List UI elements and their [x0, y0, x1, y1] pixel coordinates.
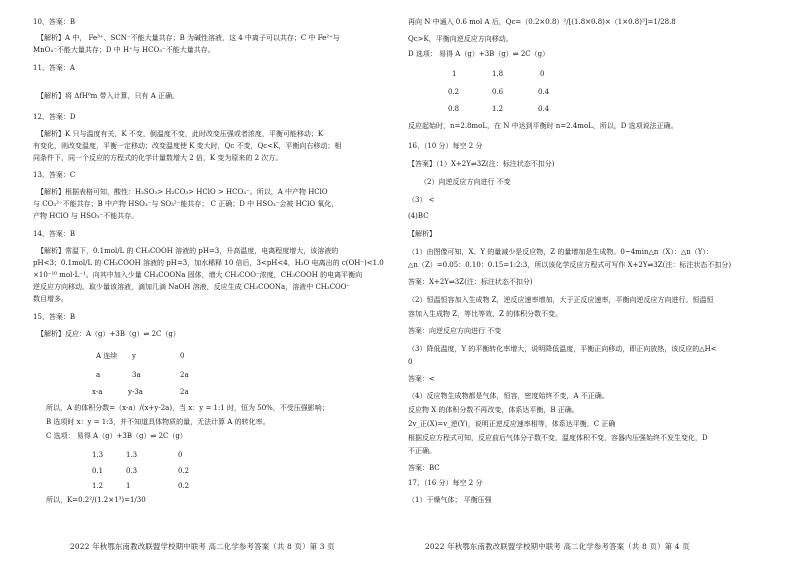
q15-table-b-cell: 0.2 — [178, 482, 190, 490]
q14-explanation-line-4: 逆反应方向移动。取少量该溶液，滴加几滴 NaOH 溶液，反应生成 CH₃COONa，溶液中 CH₃COO⁻ — [33, 283, 351, 291]
q16-explanation-heading: 【解析】 — [408, 230, 436, 238]
q15-table-a-cell: x-a — [92, 388, 103, 396]
q16-explanation-line: （1）由图像可知，X、Y 的量减少是反应物，Z 的量增加是生成物。0~4min△n（X）：△n（Y）： — [408, 248, 713, 256]
q15-line-4: 所以，K=0.2²/(1.2×1³)=1/30 — [46, 496, 146, 504]
q16-explanation-line: 2v_正(X)=v_逆(Y)，说明正逆反应速率相等，体系达平衡，C 正确 — [408, 420, 616, 428]
d-table-cell: 0.6 — [492, 88, 504, 96]
d-table-cell: 1 — [452, 70, 457, 78]
d-table-cell: 0 — [540, 70, 545, 78]
q13-explanation-line-2: 与 CO₃²⁻不能共存；B 中产物 HSO₃⁻与 SO₃²⁻能共存； C 正确；D 中 HSO₃⁻会被 HClO 氧化， — [33, 200, 339, 208]
q15-table-b-cell: 0.3 — [126, 467, 138, 475]
d-option-line-1: 再向 N 中通入 0.6 mol A 后，Qc=（0.2×0.8）²/[(1.8×0.8)×（1×0.8)³]=1/28.8 — [408, 18, 676, 26]
d-table-cell: 1.2 — [492, 105, 504, 113]
q12-explanation-line-2: 有变化，则改变温度，平衡一定移动；改变温度使 K 变大时，Qc 不变，Qc<K，平衡向右移动；相 — [33, 142, 342, 150]
q17-title: 17、（16 分）每空 2 分 — [408, 479, 483, 487]
q15-table-b-cell: 1.2 — [92, 482, 104, 490]
q16-explanation-line: 不正确。 — [408, 447, 436, 455]
q14-explanation-line-2: pH<3；0.1mol/L 的 CH₃COOH 溶液的 pH=3，加水稀释 10 倍后，3<pH<4，H₂O 电离出的 c(OH⁻)<1.0 — [33, 259, 384, 267]
q15-table-a-cell: 2a — [180, 388, 189, 396]
q15-line-1: 所以，A 的体积分数=（x-a）/(x+y-2a)，当 x：y = 1:1 时，恒为 50%，不受压强影响； — [46, 404, 329, 412]
q10-explanation-line-2: MnO₄⁻不能大量共存；D 中 H⁺与 HCO₃⁻不能大量共存。 — [33, 46, 215, 54]
q16-explanation-line: △n（Z）=0.05：0.10：0.15=1:2:3，所以该化学反应方程式可写作 X+2Y⇌3Z(注：标注状态不扣分) — [408, 261, 732, 269]
d-table-cell: 0.8 — [448, 105, 460, 113]
d-option-line-3: D 选项： 易得 A（g）+3B（g）⇌ 2C（g） — [408, 50, 550, 58]
page-footer-right: 2022 年秋鄂东南教改联盟学校期中联考 高二化学参考答案（共 8 页）第 4 页 — [425, 542, 690, 551]
q16-answer-4: (4)BC — [408, 212, 429, 220]
q17-answer-1: （1）干燥气体； 平衡压强 — [408, 496, 492, 504]
q16-explanation-line: 根据反应方程式可知，反应前后气体分子数不变，温度体积不变，容器内压强始终不发生变化，D — [408, 434, 708, 442]
q15-table-a-cell: 0 — [180, 352, 185, 360]
right-page — [404, 0, 784, 561]
page-footer-left: 2022 年秋鄂东南教改联盟学校期中联考 高二化学参考答案（共 8 页）第 3 页 — [70, 542, 335, 551]
q16-explanation-line: （3）降低温度，Y 的平衡转化率增大，说明降低温度，平衡正向移动，即正向放热，该反应的△H< — [408, 345, 717, 353]
q16-explanation-line: （4）反应物生成物都是气体，恒容，密度始终不变，A 不正确。 — [408, 392, 609, 400]
q14-explanation-line-5: 数目增多。 — [33, 295, 68, 303]
q16-explanation-line: （2）恒温恒容加入生成物 Z，逆反应速率增加，大于正反应速率，平衡向逆反应方向进行。恒温恒 — [408, 296, 714, 304]
q11-explanation: 【解析】将 ΔfHᶿm 带入计算，只有 A 正确。 — [37, 92, 180, 100]
q16-answer-3: （3） < — [408, 196, 435, 204]
q14-explanation-line-3: ×10⁻¹⁰ mol·L⁻¹。向其中加入少量 CH₃COONa 固体，增大 CH₃COO⁻浓度，CH₃COOH 的电离平衡向 — [33, 271, 363, 279]
q15-table-b-cell: 0.1 — [92, 467, 104, 475]
q16-explanation-line: 答案：向逆反应方向进行 不变 — [408, 327, 502, 335]
left-page — [0, 0, 384, 561]
q10-explanation-line-1: 【解析】A 中， Fe³⁺、SCN⁻不能大量共存；B 为碱性溶液，这 4 中离子可以共存；C 中 Fe²⁺与 — [37, 34, 340, 42]
q10-answer: 10、答案：B — [33, 18, 76, 26]
q15-table-a-cell: y — [132, 352, 136, 360]
q15-table-a-cell: y-3a — [128, 388, 143, 396]
q15-table-a-cell: 2a — [180, 371, 189, 379]
d-table-cell: 0.4 — [538, 88, 550, 96]
q16-answer-2: （2）向逆反应方向进行 不变 — [420, 178, 511, 186]
q15-explanation: 【解析】反应：A（g）+3B（g）⇌ 2C（g） — [37, 330, 180, 338]
q15-table-b-cell: 1 — [126, 482, 131, 490]
q11-answer: 11、答案：A — [33, 64, 75, 72]
q15-table-a-cell: 3a — [132, 371, 141, 379]
q15-table-a-cell: A 连续 — [96, 352, 118, 360]
q12-explanation-line-3: 同条件下，同一个反应的方程式的化学计量数增大 2 倍，K 变为原来的 2 次方。 — [33, 154, 283, 162]
q15-answer: 15、答案：B — [33, 313, 76, 321]
q15-table-b-cell: 1.3 — [92, 451, 104, 459]
q16-explanation-line: 答案：X+2Y⇌3Z(注：标注状态不扣分) — [408, 278, 533, 286]
q15-line-3: C 选项： 易得 A（g）+3B（g）⇌ 2C（g） — [46, 432, 187, 440]
q13-answer: 13、答案：C — [33, 171, 76, 179]
q14-answer: 14、答案：B — [33, 230, 76, 238]
q15-table-a-cell: a — [96, 371, 101, 379]
q16-explanation-line: 容加入生成物 Z，等比等效，Z 的体积分数不变。 — [408, 310, 563, 318]
d-option-line-2: Qc>K，平衡向逆反应方向移动。 — [408, 35, 513, 43]
d-option-conclusion: 反应起始时，n=2.8moL，在 N 中达到平衡时 n=2.4moL，所以，D 选项说法正确。 — [408, 122, 678, 130]
d-table-cell: 0.4 — [538, 105, 550, 113]
q12-answer: 12、答案：D — [33, 113, 76, 121]
q16-answer-1: 【答案】（1）X+2Y⇌3Z(注：标注状态不扣分) — [408, 160, 555, 168]
q16-explanation-line: 反应物 X 的体积分数不再改变，体系达平衡，B 正确。 — [408, 406, 579, 414]
d-table-cell: 1.8 — [492, 70, 504, 78]
q15-table-b-cell: 1.3 — [126, 451, 138, 459]
q13-explanation-line-1: 【解析】根据表格可知，酸性：H₂SO₃> H₂CO₃> HClO > HCO₃⁻。所以，A 中产物 HClO — [37, 188, 328, 196]
q13-explanation-line-3: 产物 HClO 与 HSO₃⁻不能共存。 — [33, 212, 139, 220]
q12-explanation-line-1: 【解析】K 只与温度有关，K 不变，倒温度不变，此时改变压强或者浓度，平衡可能移动；K — [37, 130, 324, 138]
q16-title: 16、（10 分）每空 2 分 — [408, 142, 483, 150]
q15-line-2: B 选项时 x：y = 1:3，并不知道具体物质的量，无法计算 A 的转化率。 — [46, 418, 270, 426]
d-table-cell: 0.2 — [448, 88, 460, 96]
q16-explanation-line: 答案：< — [408, 375, 435, 383]
q15-table-b-cell: 0 — [178, 451, 183, 459]
q16-explanation-line: 0 — [408, 358, 413, 366]
q16-explanation-line: 答案：BC — [408, 464, 440, 472]
q15-table-b-cell: 0.2 — [178, 467, 190, 475]
q14-explanation-line-1: 【解析】常温下，0.1mol/L 的 CH₃COOH 溶液的 pH=3，升高温度，电离程度增大，该溶液的 — [37, 247, 339, 255]
